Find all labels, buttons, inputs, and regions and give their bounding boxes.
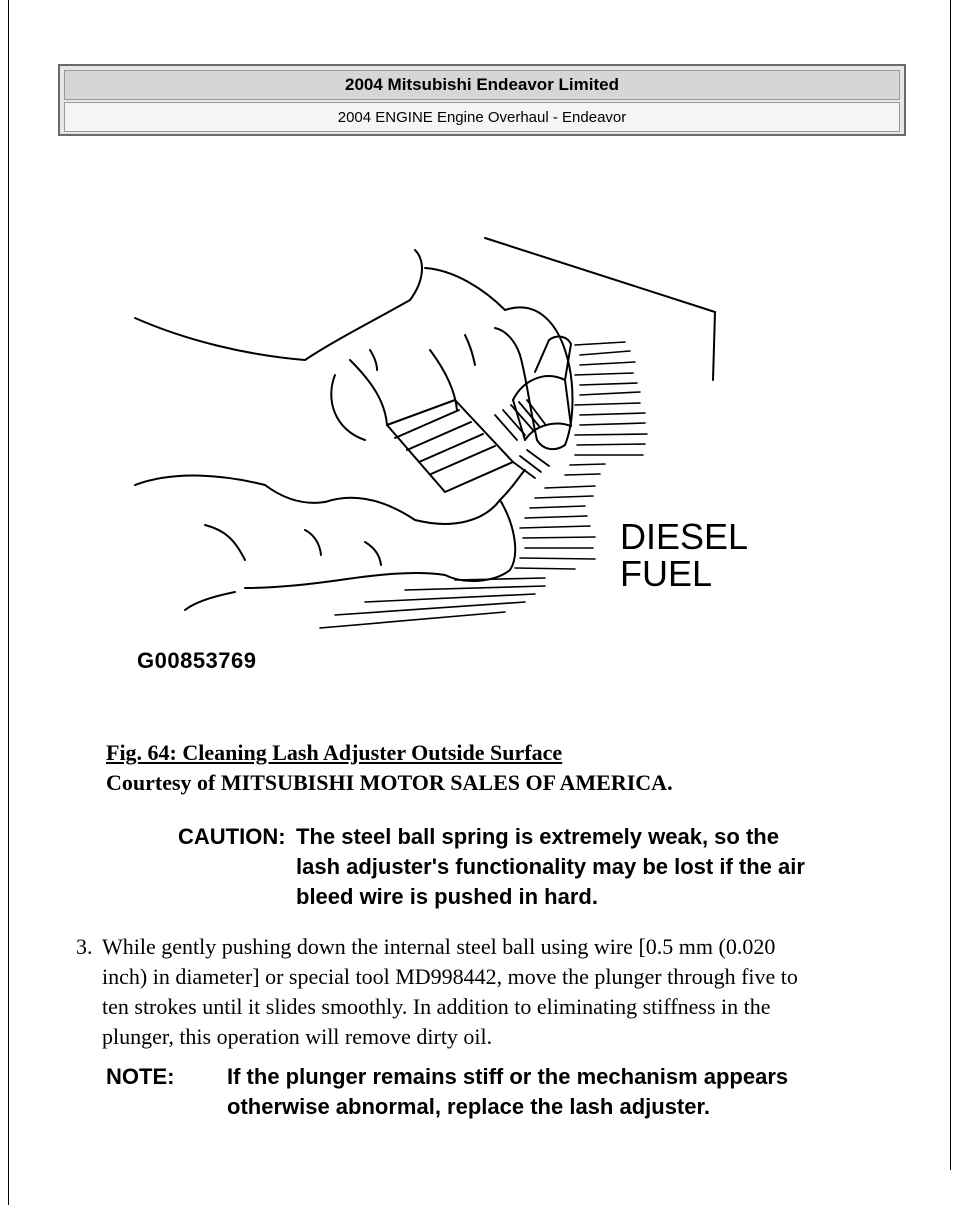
step-text <box>102 932 882 1052</box>
caution-line: lash adjuster's functionality may be lost if the air <box>296 854 805 879</box>
caution-line: The steel ball spring is extremely weak, so the <box>296 824 779 849</box>
step-number: 3. <box>76 934 93 959</box>
note-line: otherwise abnormal, replace the lash adjuster. <box>227 1094 710 1119</box>
header-subtitle: 2004 ENGINE Engine Overhaul - Endeavor <box>64 102 900 132</box>
step-line: plunger, this operation will remove dirty oil. <box>102 1024 493 1049</box>
header-title: 2004 Mitsubishi Endeavor Limited <box>64 70 900 100</box>
page-border-left <box>8 0 9 1205</box>
step-line: inch) in diameter] or special tool MD998442, move the plunger through five to <box>102 964 798 989</box>
note-label: NOTE: <box>106 1064 175 1089</box>
caption-courtesy: Courtesy of MITSUBISHI MOTOR SALES OF AMERICA. <box>106 770 673 795</box>
caution-block <box>178 822 898 917</box>
caption-title: Fig. 64: Cleaning Lash Adjuster Outside Surface <box>106 740 563 765</box>
figure-illustration <box>125 230 765 680</box>
note-block <box>106 1062 886 1127</box>
caution-line: bleed wire is pushed in hard. <box>296 884 598 909</box>
step-line: While gently pushing down the internal steel ball using wire [0.5 mm (0.020 <box>102 934 776 959</box>
step-line: ten strokes until it slides smoothly. In addition to eliminating stiffness in the <box>102 994 771 1019</box>
figure-caption <box>106 738 886 798</box>
note-text <box>227 1062 788 1122</box>
note-line: If the plunger remains stiff or the mechanism appears <box>227 1064 789 1089</box>
caution-text <box>296 822 805 912</box>
figure-label-diesel: DIESEL <box>620 516 749 557</box>
document-header <box>58 64 906 136</box>
figure-label-fuel: FUEL <box>620 553 713 594</box>
caution-label: CAUTION: <box>178 824 286 849</box>
page-border-right <box>950 0 951 1170</box>
figure-code: G00853769 <box>137 648 257 673</box>
cleaning-illustration <box>125 230 765 680</box>
